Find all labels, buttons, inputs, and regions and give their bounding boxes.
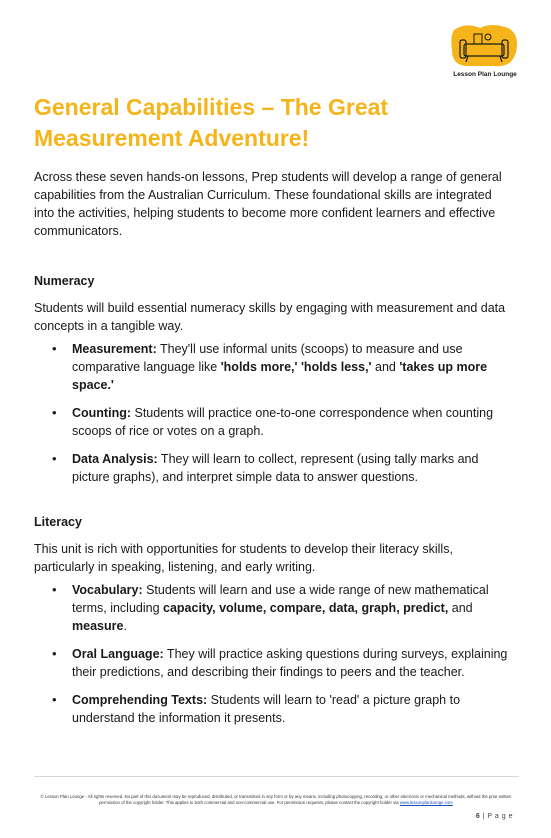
page-number: 6 | P a g e xyxy=(475,813,513,820)
bullet-icon: • xyxy=(52,405,57,420)
footer-copyright: © Lesson Plan Lounge - All rights reserved. No part of this document may be reproduced, distributed, or transmitted in any form or by any means, including photocopying, recording, or other electronic or mechanical methods, without the prior written permission of the copyright holder. This applies to both commercial and non-commercial use. For permission requests, please contact the copyright holder via www.lessonplanlounge.com xyxy=(40,794,512,805)
page-title: General Capabilities – The Great Measurement Adventure! xyxy=(34,94,389,151)
intro-paragraph: Across these seven hands-on lessons, Prep students will develop a range of general capabilities from the Australian Curriculum. These foundational skills are integrated into the activities, helping students to become more confident learners and effective communicators. xyxy=(34,170,502,238)
numeracy-intro: Students will build essential numeracy skills by engaging with measurement and data concepts in a tangible way. xyxy=(34,301,506,333)
list-item: • Comprehending Texts: Students will learn to 'read' a picture graph to understand the information it presents. xyxy=(52,692,461,725)
literacy-list xyxy=(34,581,514,737)
numeracy-heading: Numeracy xyxy=(34,274,95,288)
list-item: • Counting: Students will practice one-to-one correspondence when counting scoops of rice or votes on a graph. xyxy=(52,405,494,438)
bullet-icon: • xyxy=(52,341,57,356)
brand-logo xyxy=(446,22,524,86)
sofa-logo-icon xyxy=(446,22,524,72)
footer-divider xyxy=(34,776,519,777)
footer-website-link[interactable]: www.lessonplanlounge.com xyxy=(399,800,453,805)
bullet-icon: • xyxy=(52,646,57,661)
list-item: • Oral Language: They will practice asking questions during surveys, explaining their predictions, and describing their findings to peers and the teacher. xyxy=(52,646,508,679)
numeracy-list xyxy=(34,340,514,496)
list-item: • Vocabulary: Students will learn and use a wide range of new mathematical terms, including capacity, volume, compare, data, graph, predict, and measure. xyxy=(52,582,489,633)
list-item: • Data Analysis: They will learn to collect, represent (using tally marks and picture graphs), and interpret simple data to answer questions. xyxy=(52,451,479,484)
literacy-heading: Literacy xyxy=(34,515,82,529)
literacy-intro: This unit is rich with opportunities for students to develop their literacy skills, particularly in speaking, listening, and early writing. xyxy=(34,542,453,574)
bullet-icon: • xyxy=(52,451,57,466)
logo-text: Lesson Plan Lounge xyxy=(453,71,517,78)
list-item: • Measurement: They'll use informal units (scoops) to measure and use comparative language like 'holds more,' 'holds less,' and 'takes up more space.' xyxy=(52,341,488,392)
bullet-icon: • xyxy=(52,582,57,597)
bullet-icon: • xyxy=(52,692,57,707)
